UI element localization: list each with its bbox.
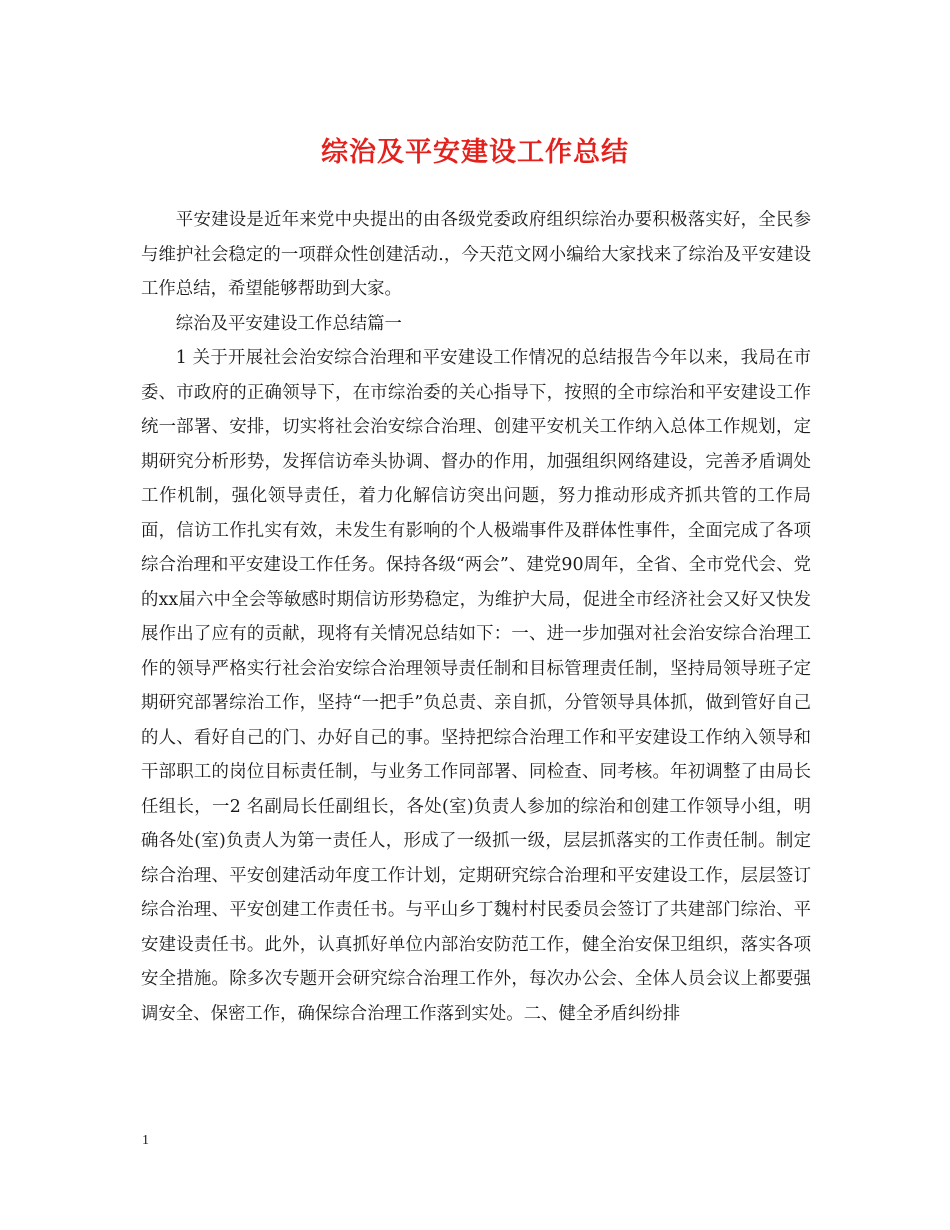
section-heading: 综治及平安建设工作总结篇一 [175, 313, 402, 334]
document-body [141, 203, 811, 1031]
report-paragraph: 1 关于开展社会治安综合治理和平安建设工作情况的总结报告今年以来，我局在市委、市政府的正确领导下，在市综治委的关心指导下，按照的全市综治和平安建设工作统一部署、安排，切实将社会治安综合治理、创建平安机关工作纳入总体工作规划，定期研究分析形势，发挥信访牵头协调、督办的作用，加强组织网络建设，完善矛盾调处工作机制，强化领导责任，着力化解信访突出问题，努力推动形成齐抓共管的工作局面，信访工作扎实有效，未发生有影响的个人极端事件及群体性事件，全面完成了各项综合治理和平安建设工作任务。保持各级“两会”、建党90周年，全省、全市党代会、党的xx届六中全会等敏感时期信访形势稳定，为维护大局，促进全市经济社会又好又快发展作出了应有的贡献，现将有关情况总结如下：一、进一步加强对社会治安综合治理工作的领导严格实行社会治安综合治理领导责任制和目标管理责任制，坚持局领导班子定期研究部署综治工作，坚持“一把手”负总责、亲自抓，分管领导具体抓，做到管好自己的人、看好自己的门、办好自己的事。坚持把综合治理工作和平安建设工作纳入领导和干部职工的岗位目标责任制，与业务工作同部署、同检查、同考核。年初调整了由局长任组长，一2 名副局长任副组长，各处(室)负责人参加的综治和创建工作领导小组，明确各处(室)负责人为第一责任人，形成了一级抓一级，层层抓落实的工作责任制。制定综合治理、平安创建活动年度工作计划，定期研究综合治理和平安建设工作，层层签订综合治理、平安创建工作责任书。与平山乡丁魏村村民委员会签订了共建部门综治、平安建设责任书。此外，认真抓好单位内部治安防范工作，健全治安保卫组织，落实各项安全措施。除多次专题开会研究综合治理工作外，每次办公会、全体人员会议上都要强调安全、保密工作，确保综合治理工作落到实处。二、健全矛盾纠纷排 [141, 348, 811, 1024]
document-title: 综治及平安建设工作总结 [321, 137, 629, 168]
page-number: 1 [142, 1133, 149, 1148]
intro-paragraph: 平安建设是近年来党中央提出的由各级党委政府组织综治办要积极落实好，全民参与维护社会稳定的一项群众性创建活动.，今天范文网小编给大家找来了综治及平安建设工作总结，希望能够帮助到大家。 [141, 210, 811, 299]
